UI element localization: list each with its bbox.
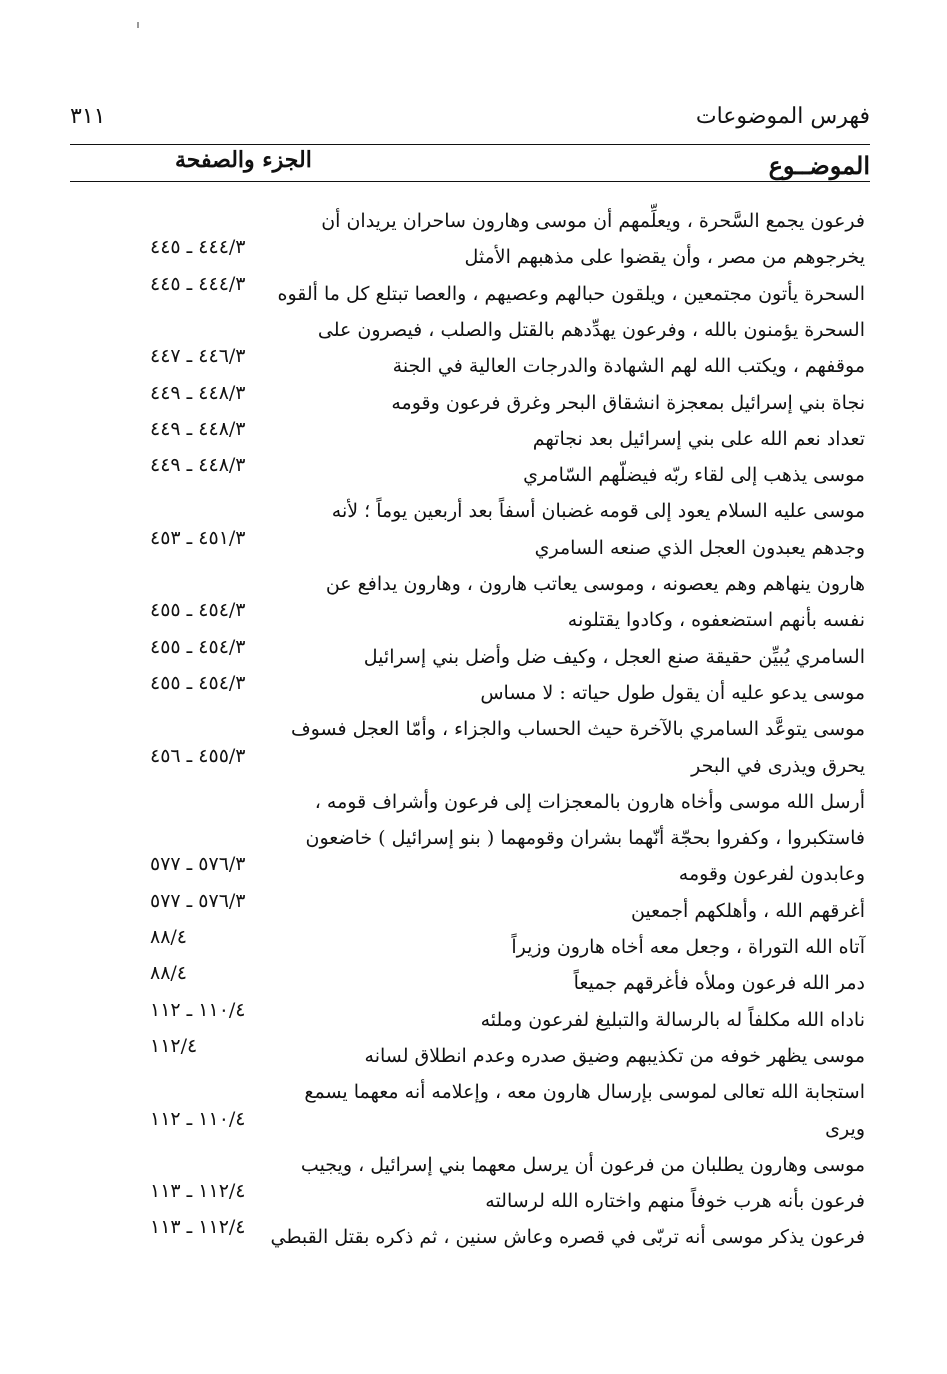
index-entry-text: هارون ينهاهم وهم يعصونه ، وموسى يعاتب هارون ، وهارون يدافع عن <box>325 573 865 595</box>
index-entry-reference: ٤٥٤/٣ ـ ٤٥٥ <box>150 671 246 694</box>
index-entry-reference: ٤٤٨/٣ ـ ٤٤٩ <box>150 417 246 440</box>
index-entry-text: ويرى <box>825 1117 865 1140</box>
index-entry-text: أرسل الله موسى وأخاه هارون بالمعجزات إلى فرعون وأشراف قومه ، <box>314 790 865 813</box>
index-entry-text: فرعون يجمع السَّحرة ، ويعلِّمهم أن موسى وهارون ساحران يريدان أن <box>321 210 865 232</box>
index-entry-reference: ١١٢/٤ ـ ١١٣ <box>150 1180 246 1203</box>
index-entry-reference: ٤٤٨/٣ ـ ٤٤٩ <box>150 454 246 477</box>
subject-column-heading: الموضــوع <box>768 151 870 180</box>
index-entry-text: فاستكبروا ، وكفروا بحجّة أنّهما بشران وقومهما ( بنو إسرائيل ) خاضعون <box>305 827 865 850</box>
index-entry-reference: ٥٧٦/٣ ـ ٥٧٧ <box>150 853 246 876</box>
index-entry-text: وجدهم يعبدون العجل الذي صنعه السامري <box>534 536 865 559</box>
index-entry-text: موسى يتوعَّد السامري بالآخرة حيث الحساب والجزاء ، وأمّا العجل فسوف <box>290 718 865 741</box>
header-title: فهرس الموضوعات <box>695 104 870 129</box>
index-entry-reference: ٥٧٦/٣ ـ ٥٧٧ <box>150 889 246 912</box>
index-entry-reference: ٤٤٤/٣ ـ ٤٤٥ <box>150 236 246 259</box>
index-entry-text: يحرق ويذرى في البحر <box>691 754 865 777</box>
index-entry-reference: ٤٤٤/٣ ـ ٤٤٥ <box>150 272 246 295</box>
index-entry-text: السحرة يؤمنون بالله ، وفرعون يهدِّدهم بالقتل والصلب ، فيصرون على <box>317 318 865 341</box>
index-entry-reference: ١١٠/٤ ـ ١١٢ <box>150 998 246 1021</box>
index-entry-reference <box>150 302 290 338</box>
index-entry-reference <box>150 1064 290 1100</box>
index-entry-text: وعابدون لفرعون وقومه <box>678 863 865 886</box>
index-entry-reference: ١١٠/٤ ـ ١١٢ <box>150 1107 246 1130</box>
index-entry-text: موقفهم ، ويكتب الله لهم الشهادة والدرجات العالية في الجنة <box>392 355 865 378</box>
index-entry-text: موسى عليه السلام يعود إلى قومه غضبان أسفاً بعد أربعين يوماً ؛ لأنه <box>331 500 865 523</box>
index-entry-reference <box>150 1137 290 1173</box>
volume-page-column-heading: الجزء والصفحة <box>175 147 312 173</box>
index-entry-reference <box>150 193 290 229</box>
index-entry-reference: ٤٤٨/٣ ـ ٤٤٩ <box>150 381 246 404</box>
index-entry-text: السامري يُبيِّن حقيقة صنع العجل ، وكيف ضل وأضل بني إسرائيل <box>363 645 865 668</box>
index-entry-text: نجاة بني إسرائيل بمعجزة انشقاق البحر وغرق فرعون وقومه <box>391 391 865 414</box>
index-entry-reference <box>150 810 290 846</box>
index-entry-text: أغرقهم الله ، وأهلكهم أجمعين <box>630 899 865 922</box>
index-entry-text: نفسه بأنهم استضعفوه ، وكادوا يقتلونه <box>567 609 865 632</box>
index-entry-reference: ٤٥٤/٣ ـ ٤٥٥ <box>150 599 246 622</box>
index-entry-text: موسى يذهب إلى لقاء ربّه فيضلّهم السّامري <box>523 464 865 487</box>
index-entry-reference: ٤٥١/٣ ـ ٤٥٣ <box>150 526 246 549</box>
index-entry-text: موسى وهارون يطلبان من فرعون أن يرسل معهما بني إسرائيل ، ويجيب <box>300 1153 865 1176</box>
index-entry-text: موسى يظهر خوفه من تكذيبهم وضيق صدره وعدم انطلاق لسانه <box>364 1044 865 1067</box>
index-entry-text: تعداد نعم الله على بني إسرائيل بعد نجاتهم <box>532 427 865 450</box>
index-entry-reference: ٤٥٥/٣ ـ ٤٥٦ <box>150 744 246 767</box>
index-entry-reference <box>150 701 290 737</box>
page-number: ٣١١ <box>70 104 106 129</box>
index-entry-reference: ٨٨/٤ <box>150 926 188 948</box>
index-entry-reference: ١١٢/٤ ـ ١١٣ <box>150 1216 246 1239</box>
index-entry-reference: ٤٤٦/٣ ـ ٤٤٧ <box>150 345 246 368</box>
index-entry-text: فرعون يذكر موسى أنه تربّى في قصره وعاش سنين ، ثم ذكره بقتل القبطي <box>270 1226 865 1249</box>
index-entry-text: يخرجوهم من مصر ، وأن يقضوا على مذهبهم الأمثل <box>464 246 865 269</box>
index-entry-reference: ١١٢/٤ <box>150 1034 198 1057</box>
index-entry-reference <box>150 774 290 810</box>
index-entry-text: فرعون بأنه هرب خوفاً منهم واختاره الله لرسالته <box>485 1190 865 1213</box>
index-entry-reference: ٤٥٤/٣ ـ ٤٥٥ <box>150 635 246 658</box>
index-entry-reference <box>150 483 290 519</box>
index-entry-text: استجابة الله تعالى لموسى بإرسال هارون معه ، وإعلامه أنه معهما يسمع <box>304 1081 865 1104</box>
index-entry-text: موسى يدعو عليه أن يقول طول حياته : لا مساس <box>480 681 865 704</box>
index-entry-text: آتاه الله التوراة ، وجعل معه أخاه هارون وزيراً <box>511 936 865 958</box>
index-entry-reference <box>150 556 290 592</box>
index-entry-text: السحرة يأتون مجتمعين ، ويلقون حبالهم وعصيهم ، والعصا تبتلع كل ما ألقوه <box>277 282 865 305</box>
index-entry-text: دمر الله فرعون وملأه فأغرقهم جميعاً <box>573 972 865 995</box>
index-entry-text: ناداه الله مكلفاً له بالرسالة والتبليغ لفرعون وملئه <box>480 1008 865 1031</box>
index-entry-reference: ٨٨/٤ <box>150 962 188 985</box>
